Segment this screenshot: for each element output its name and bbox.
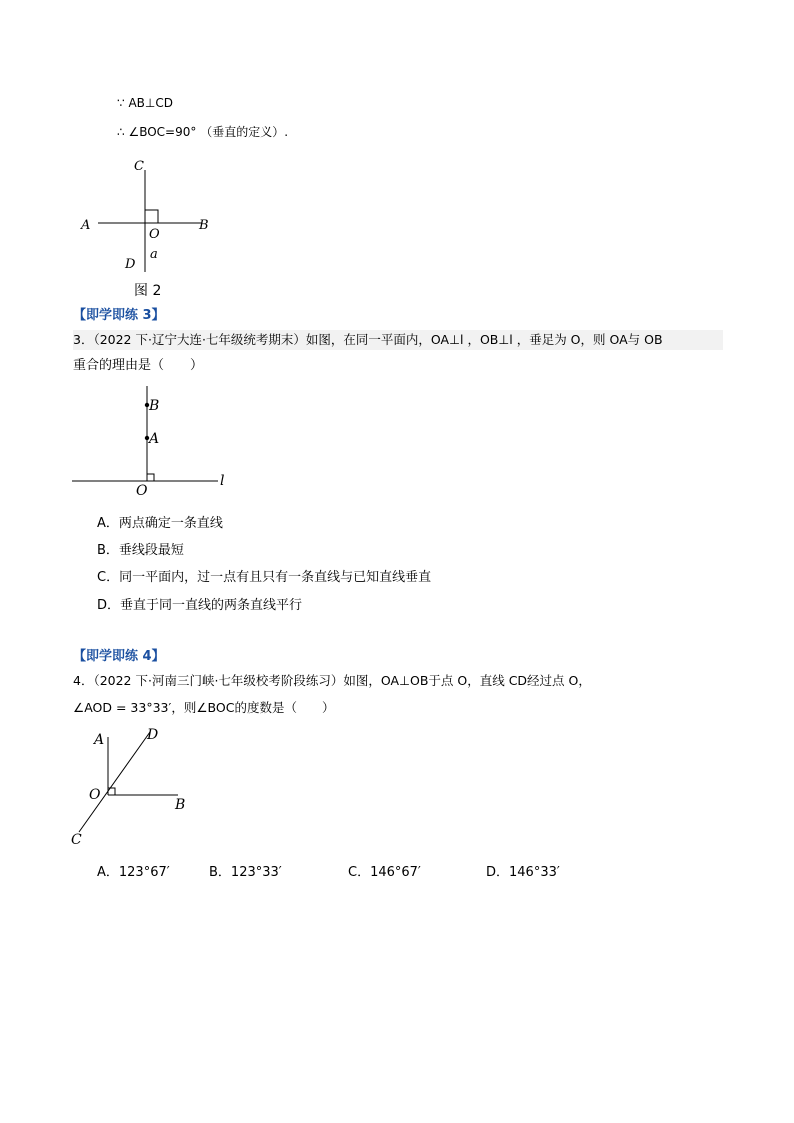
proof-line-2: ∴ ∠BOC=90° （垂直的定义）. [117, 125, 289, 139]
figure-question-4 [65, 722, 205, 852]
label-d: D [125, 257, 136, 272]
practice-3-tag: 【即学即练 3】 [73, 308, 165, 323]
label-o: O [89, 787, 101, 803]
option-3c[interactable]: C．同一平面内，过一点有且只有一条直线与已知直线垂直 [97, 570, 432, 585]
option-3d[interactable]: D．垂直于同一直线的两条直线平行 [97, 598, 303, 613]
option-4d[interactable]: D．146°33′ [486, 865, 560, 880]
option-4c[interactable]: C．146°67′ [348, 865, 421, 880]
practice-4-tag: 【即学即练 4】 [73, 649, 165, 664]
question-3-line-2: 重合的理由是（ ） [73, 358, 204, 373]
label-a: A [81, 218, 91, 233]
label-alpha: a [150, 247, 158, 262]
line-cd [79, 732, 150, 832]
label-a: A [94, 732, 105, 748]
option-4b[interactable]: B．123°33′ [209, 865, 282, 880]
right-angle-mark [147, 474, 154, 481]
label-b: B [149, 398, 160, 414]
label-b: B [199, 218, 209, 233]
figure-question-3 [65, 378, 245, 500]
proof-line-1: ∵ AB⊥CD [117, 96, 173, 110]
question-4-line-2: ∠AOD = 33°33′，则∠BOC的度数是（ ） [73, 700, 335, 715]
label-d: D [147, 727, 159, 743]
option-3b[interactable]: B．垂线段最短 [97, 543, 184, 558]
label-o: O [136, 483, 148, 499]
figure-2-caption: 图 2 [134, 283, 162, 299]
label-a: A [149, 431, 160, 447]
right-angle-mark [145, 210, 158, 223]
label-b: B [175, 797, 186, 813]
label-c: C [134, 159, 144, 174]
question-3-line-1: 3．（2022 下·辽宁大连·七年级统考期末）如图，在同一平面内，OA⊥l ，OB⊥l ，垂足为 O，则 OA与 OB [73, 330, 723, 350]
label-o: O [149, 227, 160, 242]
figure-2 [70, 150, 230, 275]
option-4a[interactable]: A．123°67′ [97, 865, 170, 880]
question-4-line-1: 4．（2022 下·河南三门峡·七年级校考阶段练习）如图，OA⊥OB于点 O，直线 CD经过点 O， [73, 673, 591, 688]
option-3a[interactable]: A．两点确定一条直线 [97, 516, 223, 531]
label-l: l [220, 473, 225, 489]
label-c: C [71, 832, 82, 848]
